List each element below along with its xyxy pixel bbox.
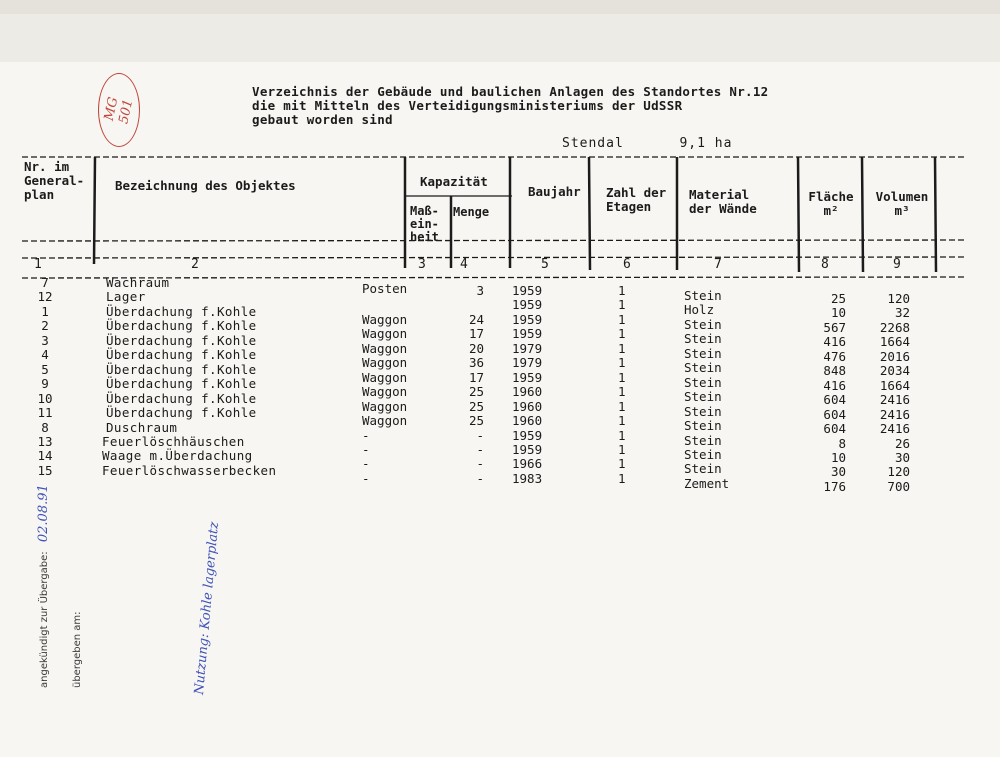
row-volumen: 700	[887, 478, 910, 494]
row-volumen: 2416	[879, 392, 910, 408]
row-material: Stein	[684, 418, 722, 434]
row-baujahr: 1960	[512, 413, 543, 429]
row-baujahr: 1979	[512, 340, 543, 356]
row-etagen: 1	[618, 470, 626, 486]
column-number: 2	[191, 257, 199, 272]
location-name: Stendal	[562, 136, 624, 151]
row-unit: -	[362, 456, 370, 472]
margin-note-uebergeben: übergeben am:	[72, 611, 83, 688]
row-nr: 7	[41, 275, 49, 290]
header-nr	[24, 160, 84, 202]
row-baujahr: 1960	[512, 384, 543, 400]
row-flaeche: 848	[823, 363, 846, 379]
row-menge: 17	[468, 326, 484, 342]
row-volumen: 1664	[879, 377, 910, 393]
header-baujahr: Baujahr	[528, 184, 581, 199]
row-unit: Waggon	[362, 413, 408, 429]
row-baujahr: 1959	[512, 297, 543, 313]
header-kapazitaet: Kapazität	[420, 174, 488, 189]
header-material	[689, 188, 757, 216]
title-line-3: gebaut worden sind	[252, 112, 393, 127]
row-material: Stein	[684, 446, 722, 462]
row-volumen: 120	[887, 464, 910, 480]
row-nr: 10	[37, 390, 53, 406]
column-number: 5	[541, 257, 549, 272]
title-line-1: Verzeichnis der Gebäude und baulichen Anlagen des Standortes Nr.12	[252, 84, 769, 99]
row-volumen: 2034	[879, 363, 910, 379]
row-menge: 36	[468, 355, 484, 371]
header-flaeche-line-2: m²	[823, 203, 839, 218]
row-object-name: Feuerlöschhäuschen	[102, 433, 245, 449]
header-volumen	[870, 190, 934, 218]
row-material: Stein	[684, 389, 722, 405]
row-object-name: Wachraum	[106, 275, 170, 290]
header-material-line-1: Material	[689, 187, 750, 202]
column-number: 4	[460, 257, 468, 272]
row-flaeche: 604	[823, 406, 846, 422]
row-etagen: 1	[618, 413, 626, 429]
row-menge: -	[476, 441, 484, 457]
row-flaeche: 10	[830, 305, 846, 321]
row-volumen: 1664	[879, 334, 910, 350]
row-etagen: 1	[618, 355, 626, 371]
row-flaeche: 604	[823, 421, 846, 437]
row-unit: Waggon	[362, 311, 408, 327]
row-etagen: 1	[618, 384, 626, 400]
row-menge: 17	[468, 369, 484, 385]
row-material: Stein	[684, 316, 722, 332]
row-object-name: Waage m.Überdachung	[102, 448, 253, 464]
header-etagen-line-2: Etagen	[606, 199, 652, 214]
row-flaeche: 25	[830, 291, 846, 306]
row-unit: -	[362, 441, 370, 457]
column-number: 1	[34, 257, 42, 272]
row-object-name: Feuerlöschwasserbecken	[102, 462, 277, 478]
row-baujahr: 1959	[512, 283, 543, 298]
row-nr: 12	[37, 289, 53, 305]
row-menge: 25	[468, 384, 484, 400]
row-menge: 3	[476, 283, 484, 298]
row-etagen: 1	[618, 340, 626, 356]
row-material: Stein	[684, 360, 722, 376]
row-unit: Waggon	[362, 355, 408, 371]
row-flaeche: 416	[823, 377, 846, 393]
header-etagen	[606, 186, 666, 214]
header-volumen-line-2: m³	[894, 203, 910, 218]
row-etagen: 1	[618, 427, 626, 443]
title-line-2: die mit Mitteln des Verteidigungsministeriums der UdSSR	[252, 98, 683, 113]
row-flaeche: 567	[823, 319, 846, 335]
row-nr: 4	[41, 347, 49, 363]
row-volumen: 2416	[879, 421, 910, 437]
row-menge: 25	[468, 413, 484, 429]
row-volumen: 2016	[879, 348, 910, 364]
row-menge: 25	[468, 398, 484, 414]
row-flaeche: 416	[823, 334, 846, 350]
row-baujahr: 1959	[512, 326, 543, 342]
row-etagen: 1	[618, 283, 626, 298]
row-baujahr: 1979	[512, 355, 543, 371]
row-menge: -	[476, 427, 484, 443]
row-object-name: Lager	[106, 289, 146, 305]
row-etagen: 1	[618, 441, 626, 457]
header-nr-line-2: General-	[24, 173, 85, 188]
row-volumen: 30	[894, 449, 910, 465]
row-volumen: 2416	[879, 406, 910, 422]
header-flaeche	[804, 190, 858, 218]
row-etagen: 1	[618, 311, 626, 327]
row-nr: 2	[41, 318, 49, 334]
row-baujahr: 1959	[512, 369, 543, 385]
row-nr: 9	[41, 376, 49, 392]
row-etagen: 1	[618, 398, 626, 414]
row-nr: 5	[41, 361, 49, 377]
row-flaeche: 604	[823, 392, 846, 408]
row-unit: Waggon	[362, 384, 408, 400]
row-nr: 3	[41, 332, 49, 348]
row-menge: -	[476, 470, 484, 486]
header-etagen-line-1: Zahl der	[606, 185, 667, 200]
row-flaeche: 176	[823, 478, 846, 494]
row-material: Stein	[684, 288, 722, 303]
row-etagen: 1	[618, 297, 626, 313]
row-menge: 20	[468, 340, 484, 356]
header-masseinheit-line-1: Maß-	[410, 204, 439, 218]
row-baujahr: 1959	[512, 311, 543, 327]
column-number: 7	[714, 257, 722, 272]
row-object-name: Überdachung f.Kohle	[106, 318, 257, 334]
header-bezeichnung: Bezeichnung des Objektes	[115, 178, 296, 193]
row-flaeche: 476	[823, 348, 846, 364]
column-number: 6	[623, 257, 631, 272]
margin-note-nutzung: Nutzung: Kohle lagerplatz	[192, 521, 223, 696]
margin-note-angekuendigt	[36, 484, 51, 688]
row-object-name: Überdachung f.Kohle	[106, 405, 257, 421]
row-baujahr: 1959	[512, 427, 543, 443]
row-volumen: 120	[887, 291, 910, 306]
row-etagen: 1	[618, 369, 626, 385]
row-nr: 13	[37, 433, 53, 449]
row-etagen: 1	[618, 456, 626, 472]
row-volumen: 2268	[879, 319, 910, 335]
row-nr: 8	[41, 419, 49, 435]
row-baujahr: 1966	[512, 456, 543, 472]
row-unit: Waggon	[362, 340, 408, 356]
column-number: 9	[893, 257, 901, 272]
row-nr: 1	[41, 303, 49, 319]
header-masseinheit	[410, 205, 439, 244]
row-object-name: Überdachung f.Kohle	[106, 376, 257, 392]
row-material: Zement	[684, 475, 730, 491]
row-object-name: Überdachung f.Kohle	[106, 332, 257, 348]
row-nr: 11	[37, 405, 53, 421]
row-volumen: 32	[894, 305, 910, 321]
header-nr-line-1: Nr. im	[24, 159, 70, 174]
margin-note-angekuendigt-label: angekündigt zur Übergabe:	[39, 551, 50, 688]
row-material: Stein	[684, 374, 722, 390]
row-object-name: Überdachung f.Kohle	[106, 390, 257, 406]
row-unit: Waggon	[362, 326, 408, 342]
row-etagen: 1	[618, 326, 626, 342]
column-number: 8	[821, 257, 829, 272]
row-baujahr: 1983	[512, 470, 543, 486]
row-unit: Waggon	[362, 398, 408, 414]
row-flaeche: 30	[830, 464, 846, 480]
header-menge: Menge	[453, 205, 490, 219]
row-menge: 24	[468, 311, 484, 327]
row-unit: -	[362, 470, 370, 486]
archive-stamp-text: MG 501	[101, 95, 137, 126]
row-menge: -	[476, 456, 484, 472]
header-material-line-2: der Wände	[689, 201, 757, 216]
header-nr-line-3: plan	[24, 187, 55, 202]
row-flaeche: 10	[830, 449, 846, 465]
header-volumen-line-1: Volumen	[875, 189, 929, 204]
row-material: Stein	[684, 461, 722, 477]
row-nr: 14	[37, 448, 53, 464]
row-object-name: Überdachung f.Kohle	[106, 361, 257, 377]
margin-note-angekuendigt-date: 02.08.91	[36, 484, 51, 543]
row-unit: Waggon	[362, 369, 408, 385]
row-material: Stein	[684, 331, 722, 347]
row-unit: -	[362, 427, 370, 443]
row-baujahr: 1960	[512, 398, 543, 414]
row-flaeche: 8	[838, 435, 846, 451]
row-baujahr: 1959	[512, 441, 543, 457]
header-flaeche-line-1: Fläche	[808, 189, 854, 204]
row-volumen: 26	[894, 435, 910, 451]
row-material: Stein	[684, 345, 722, 361]
column-number: 3	[418, 257, 426, 272]
row-nr: 15	[37, 462, 53, 478]
row-object-name: Überdachung f.Kohle	[106, 303, 257, 319]
row-object-name: Duschraum	[106, 419, 178, 435]
row-material: Stein	[684, 432, 722, 448]
header-masseinheit-line-3: heit	[410, 230, 439, 244]
row-material: Holz	[684, 302, 715, 318]
header-masseinheit-line-2: ein-	[410, 217, 439, 231]
row-object-name: Überdachung f.Kohle	[106, 347, 257, 363]
location-area: 9,1 ha	[679, 136, 733, 151]
row-unit: Posten	[362, 281, 408, 296]
row-material: Stein	[684, 403, 722, 419]
